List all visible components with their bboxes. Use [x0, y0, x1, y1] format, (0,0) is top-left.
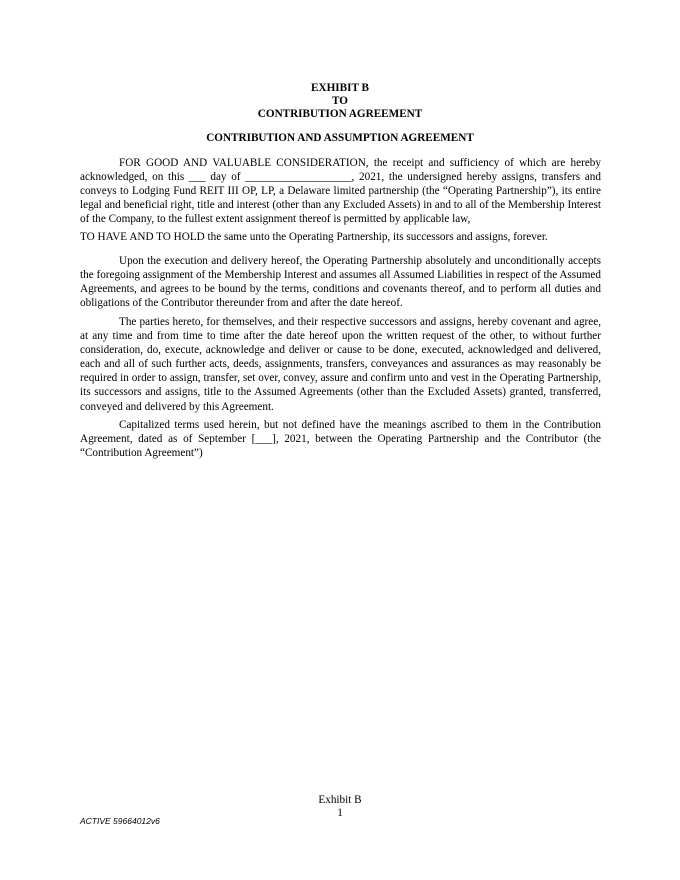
paragraph-further-assurances: The parties hereto, for themselves, and their respective successors and assigns, hereby covenant and agree, at any time and from time to time after the date hereof upon the written request of the other, to without further consideration, do, execute, acknowledge and deliver or cause to be done, executed, acknowledged and delivered, each and all of such further acts, deeds, assignments, transfers, conveyances and assurances as may reasonably be required in order to assign, transfer, set over, convey, assure and confirm unto and vest in the Operating Partnership, its successors and assigns, title to the Assumed Agreements (other than the Excluded Assets) granted, transferred, conveyed and delivered by this Agreement.	[80, 316, 601, 413]
footer-exhibit-label: Exhibit B	[318, 794, 362, 806]
agreement-title: CONTRIBUTION AND ASSUMPTION AGREEMENT	[206, 132, 474, 144]
exhibit-to-line: TO	[332, 95, 348, 107]
paragraph-habendum: TO HAVE AND TO HOLD the same unto the Operating Partnership, its successors and assigns, forever.	[80, 231, 548, 243]
document-id: ACTIVE 59664012v6	[80, 816, 160, 826]
paragraph-acceptance: Upon the execution and delivery hereof, the Operating Partnership absolutely and unconditionally accepts the foregoing assignment of the Membership Interest and assumes all Assumed Liabilities in respect of the Assumed Agreements, and agrees to be bound by the terms, conditions and covenants thereof, and to perform all duties and obligations of the Contributor thereunder from and after the date hereof.	[80, 255, 601, 310]
paragraph-defined-terms: Capitalized terms used herein, but not defined have the meanings ascribed to them in the Contribution Agreement, dated as of September [___], 2021, between the Operating Partnership and the Contributor (the “Contribution Agreement”)	[80, 419, 601, 460]
exhibit-subject-heading: CONTRIBUTION AGREEMENT	[257, 108, 423, 120]
footer-page-number: 1	[337, 807, 343, 819]
exhibit-heading: EXHIBIT B	[311, 82, 369, 94]
paragraph-consideration: FOR GOOD AND VALUABLE CONSIDERATION, the receipt and sufficiency of which are hereby acknowledged, on this ___ day of ___________________, 2021, the undersigned hereby assigns, transfers and conveys to Lodging Fund REIT III OP, LP, a Delaware limited partnership (the “Operating Partnership”), its entire legal and beneficial right, title and interest (other than any Excluded Assets) in and to all of the Membership Interest of the Company, to the fullest extent assignment thereof is permitted by applicable law,	[80, 157, 601, 226]
